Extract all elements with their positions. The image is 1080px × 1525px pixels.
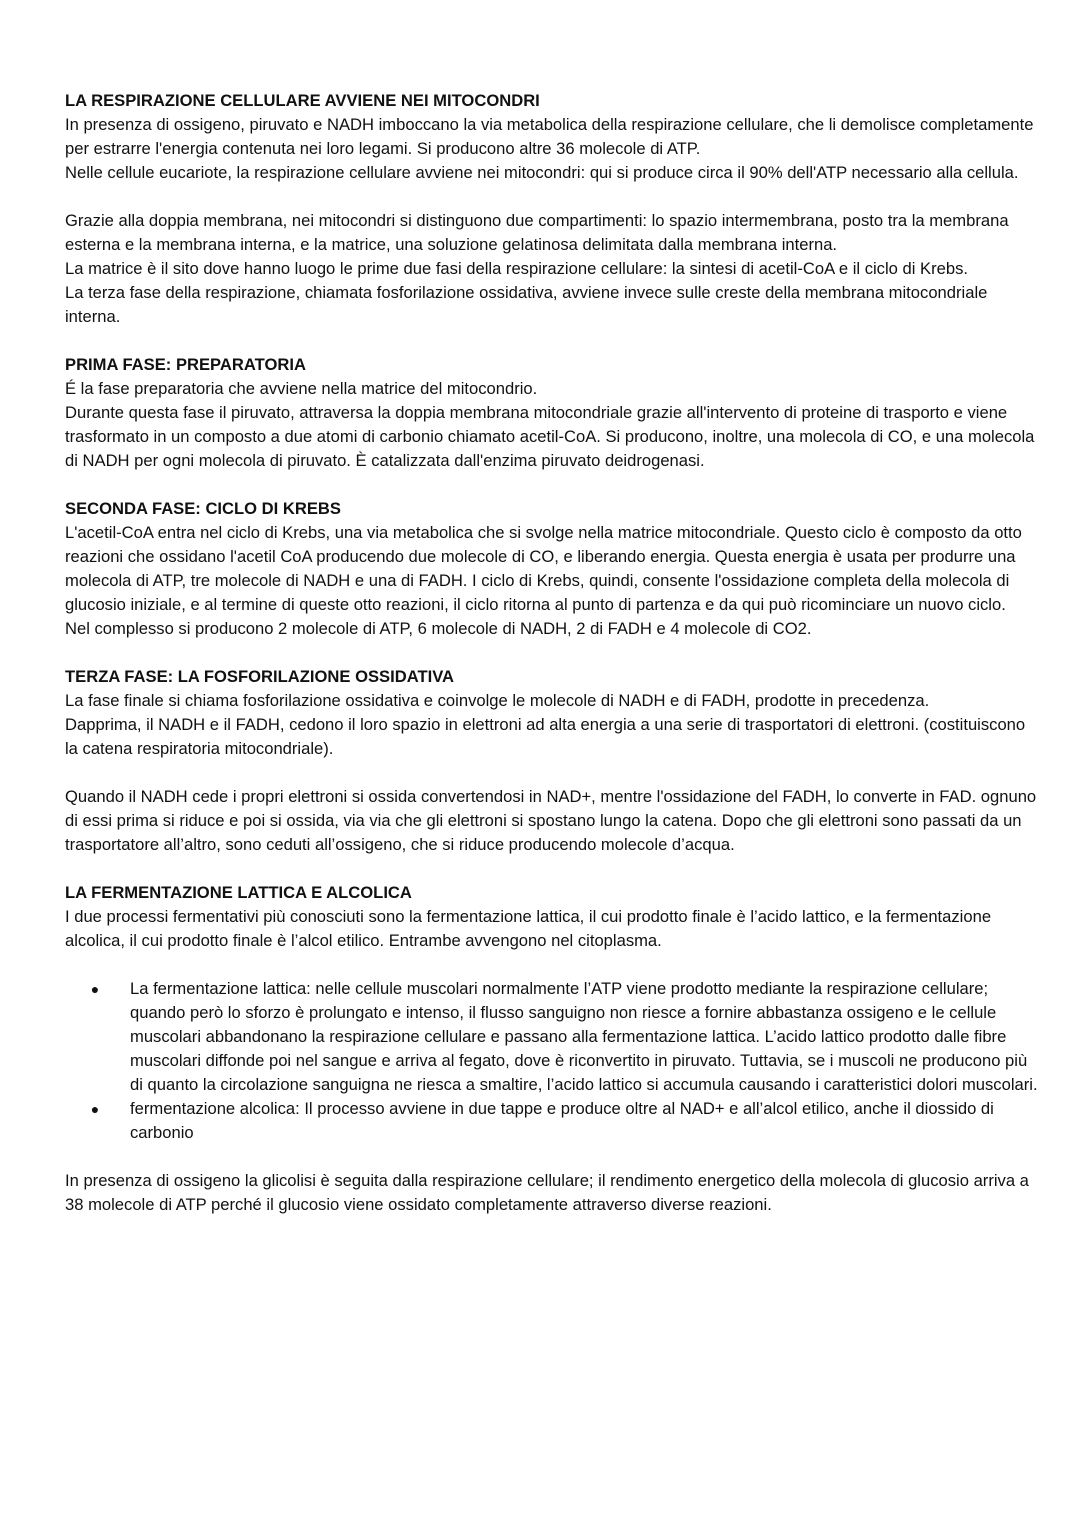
paragraph-gap: [65, 1145, 1040, 1169]
paragraph: Grazie alla doppia membrana, nei mitocondri si distinguono due compartimenti: lo spazio intermembrana, posto tra la membrana esterna e la membrana interna, e la matrice, una soluzione gelatinosa delimitata dalla membrana interna.: [65, 211, 1009, 254]
section-title-respirazione: LA RESPIRAZIONE CELLULARE AVVIENE NEI MITOCONDRI: [65, 91, 540, 110]
list-item-text: La fermentazione lattica: nelle cellule muscolari normalmente l’ATP viene prodotto mediante la respirazione cellulare; quando però lo sforzo è prolungato e intenso, il flusso sanguigno non riesce a fornire abbastanza ossigeno e le cellule muscolari abbandonano la respirazione cellulare e passano alla fermentazione lattica. L’acido lattico prodotto dalle fibre muscolari diffonde poi nel sangue e arriva al fegato, dove è riconvertito in piruvato. Tuttavia, se i muscoli ne producono più di quanto la circolazione sanguigna ne riesca a smaltire, l’acido lattico si accumula causando i caratteristici dolori muscolari.: [130, 979, 1038, 1094]
bullet-icon: ●: [90, 981, 100, 997]
paragraph: L'acetil-CoA entra nel ciclo di Krebs, una via metabolica che si svolge nella matrice mitocondriale. Questo ciclo è composto da otto reazioni che ossidano l'acetil CoA producendo due molecole di CO, e liberando energia. Questa energia è usata per produrre una molecola di ATP, tre molecole di NADH e una di FADH. I ciclo di Krebs, quindi, consente l'ossidazione completa della molecola di glucosio iniziale, e al termine di queste otto reazioni, il ciclo ritorna al punto di partenza e da qui può ricominciare un nuovo ciclo.: [65, 523, 1022, 614]
paragraph: La fase finale si chiama fosforilazione ossidativa e coinvolge le molecole di NADH e di FADH, prodotte in precedenza.: [65, 691, 930, 710]
paragraph-gap: [65, 761, 1040, 785]
paragraph: Durante questa fase il piruvato, attraversa la doppia membrana mitocondriale grazie all'intervento di proteine di trasporto e viene trasformato in un composto a due atomi di carbonio chiamato acetil-CoA. Si producono, inoltre, una molecola di CO, e una molecola di NADH per ogni molecola di piruvato. È catalizzata dall'enzima piruvato deidrogenasi.: [65, 403, 1035, 470]
paragraph-gap: [65, 953, 1040, 977]
paragraph-gap: [65, 329, 1040, 353]
section-title-terza-fase: TERZA FASE: LA FOSFORILAZIONE OSSIDATIVA: [65, 667, 455, 686]
paragraph: La terza fase della respirazione, chiamata fosforilazione ossidativa, avviene invece sulle creste della membrana mitocondriale interna.: [65, 283, 988, 326]
paragraph: I due processi fermentativi più conosciuti sono la fermentazione lattica, il cui prodotto finale è l’acido lattico, e la fermentazione alcolica, il cui prodotto finale è l’alcol etilico. Entrambe avvengono nel citoplasma.: [65, 907, 992, 950]
section-title-prima-fase: PRIMA FASE: PREPARATORIA: [65, 355, 306, 374]
paragraph-gap: [65, 473, 1040, 497]
list-item: [90, 1097, 1040, 1145]
paragraph-gap: [65, 641, 1040, 665]
paragraph: Dapprima, il NADH e il FADH, cedono il loro spazio in elettroni ad alta energia a una serie di trasportatori di elettroni. (costituiscono la catena respiratoria mitocondriale).: [65, 715, 1026, 758]
bullet-list: [65, 977, 1040, 1145]
bullet-icon: ●: [90, 1101, 100, 1117]
paragraph: Quando il NADH cede i propri elettroni si ossida convertendosi in NAD+, mentre l'ossidazione del FADH, lo converte in FAD. ognuno di essi prima si riduce e poi si ossida, via via che gli elettroni si spostano lungo la catena. Dopo che gli elettroni sono passati da un trasportatore all’altro, sono ceduti all’ossigeno, che si riduce producendo molecole d’acqua.: [65, 787, 1037, 854]
section-title-seconda-fase: SECONDA FASE: CICLO DI KREBS: [65, 499, 341, 518]
paragraph: Nelle cellule eucariote, la respirazione cellulare avviene nei mitocondri: qui si produce circa il 90% dell'ATP necessario alla cellula.: [65, 163, 1019, 182]
paragraph-gap: [65, 185, 1040, 209]
section-title-fermentazione: LA FERMENTAZIONE LATTICA E ALCOLICA: [65, 883, 412, 902]
paragraph: In presenza di ossigeno, piruvato e NADH imboccano la via metabolica della respirazione cellulare, che li demolisce completamente per estrarre l'energia contenuta nei loro legami. Si producono altre 36 molecole di ATP.: [65, 115, 1034, 158]
paragraph-gap: [65, 857, 1040, 881]
paragraph: La matrice è il sito dove hanno luogo le prime due fasi della respirazione cellulare: la sintesi di acetil-CoA e il ciclo di Krebs.: [65, 259, 968, 278]
paragraph: In presenza di ossigeno la glicolisi è seguita dalla respirazione cellulare; il rendimento energetico della molecola di glucosio arriva a 38 molecole di ATP perché il glucosio viene ossidato completamente attraverso diverse reazioni.: [65, 1171, 1029, 1214]
paragraph: Nel complesso si producono 2 molecole di ATP, 6 molecole di NADH, 2 di FADH e 4 molecole di CO2.: [65, 619, 812, 638]
list-item: [90, 977, 1040, 1097]
paragraph: É la fase preparatoria che avviene nella matrice del mitocondrio.: [65, 379, 538, 398]
list-item-text: fermentazione alcolica: Il processo avviene in due tappe e produce oltre al NAD+ e all’alcol etilico, anche il diossido di carbonio: [130, 1099, 994, 1142]
